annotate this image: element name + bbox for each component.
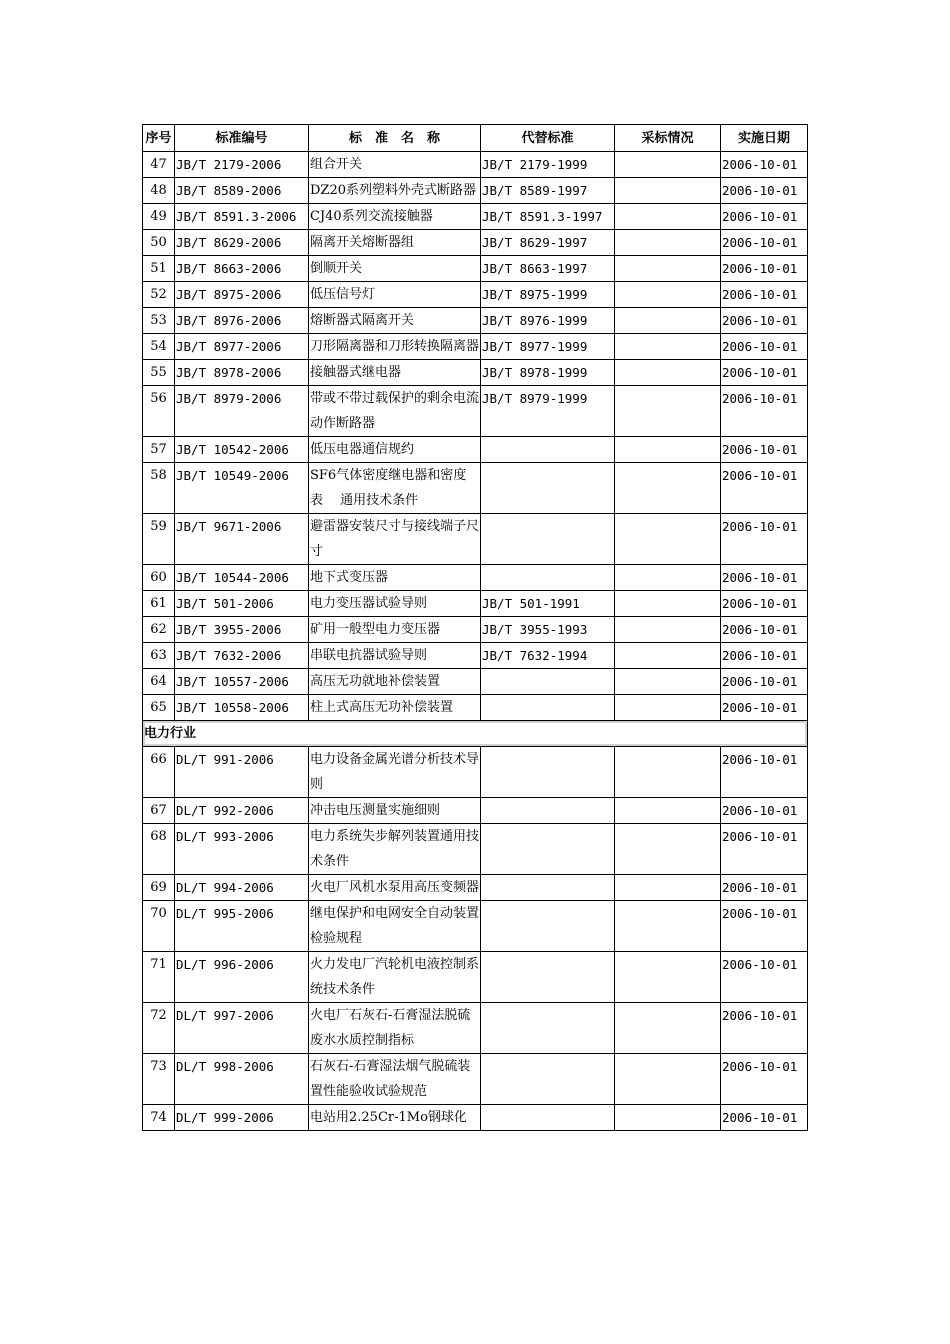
cell-seq: 57 [143,437,175,463]
cell-adoption [615,178,721,204]
cell-adoption [615,824,721,875]
cell-seq: 61 [143,591,175,617]
cell-name: 避雷器安装尺寸与接线端子尺寸 [309,514,481,565]
cell-code: DL/T 998-2006 [175,1054,309,1105]
cell-date: 2006-10-01 [721,437,808,463]
cell-code: DL/T 992-2006 [175,798,309,824]
cell-code: JB/T 10542-2006 [175,437,309,463]
table-row [143,591,808,617]
cell-date: 2006-10-01 [721,875,808,901]
cell-adoption [615,463,721,514]
cell-name: CJ40系列交流接触器 [309,204,481,230]
cell-seq: 50 [143,230,175,256]
cell-date: 2006-10-01 [721,204,808,230]
cell-name: 刀形隔离器和刀形转换隔离器 [309,334,481,360]
cell-date: 2006-10-01 [721,824,808,875]
cell-code: DL/T 994-2006 [175,875,309,901]
header-seq: 序号 [143,125,175,152]
cell-date: 2006-10-01 [721,952,808,1003]
cell-code: JB/T 9671-2006 [175,514,309,565]
cell-replaced [481,901,615,952]
header-adoption: 采标情况 [615,125,721,152]
cell-replaced: JB/T 8975-1999 [481,282,615,308]
cell-date: 2006-10-01 [721,308,808,334]
table-row [143,1054,808,1105]
table-row [143,669,808,695]
table-row [143,282,808,308]
cell-date: 2006-10-01 [721,669,808,695]
cell-date: 2006-10-01 [721,695,808,721]
header-date: 实施日期 [721,125,808,152]
standards-table [142,124,808,1131]
cell-replaced: JB/T 8979-1999 [481,386,615,437]
cell-date: 2006-10-01 [721,152,808,178]
cell-seq: 56 [143,386,175,437]
cell-date: 2006-10-01 [721,643,808,669]
header-code: 标准编号 [175,125,309,152]
cell-adoption [615,669,721,695]
cell-name: 电力设备金属光谱分析技术导则 [309,747,481,798]
section-row-group [143,721,808,747]
cell-code: JB/T 8976-2006 [175,308,309,334]
table-row [143,875,808,901]
cell-code: JB/T 8979-2006 [175,386,309,437]
section-label: 电力行业 [143,721,808,747]
cell-replaced [481,695,615,721]
cell-code: JB/T 10549-2006 [175,463,309,514]
cell-adoption [615,565,721,591]
cell-replaced: JB/T 8591.3-1997 [481,204,615,230]
cell-adoption [615,360,721,386]
cell-seq: 69 [143,875,175,901]
cell-adoption [615,747,721,798]
cell-replaced: JB/T 8589-1997 [481,178,615,204]
cell-adoption [615,617,721,643]
cell-code: JB/T 10558-2006 [175,695,309,721]
cell-name: 熔断器式隔离开关 [309,308,481,334]
cell-adoption [615,514,721,565]
table-body-power [143,747,808,1131]
cell-replaced [481,747,615,798]
cell-date: 2006-10-01 [721,798,808,824]
cell-date: 2006-10-01 [721,256,808,282]
cell-date: 2006-10-01 [721,334,808,360]
cell-date: 2006-10-01 [721,178,808,204]
table-row [143,437,808,463]
cell-seq: 74 [143,1105,175,1131]
header-name: 标 准 名 称 [309,125,481,152]
cell-adoption [615,334,721,360]
cell-replaced [481,463,615,514]
table-row [143,514,808,565]
cell-seq: 54 [143,334,175,360]
cell-date: 2006-10-01 [721,565,808,591]
cell-adoption [615,901,721,952]
cell-replaced: JB/T 7632-1994 [481,643,615,669]
cell-seq: 47 [143,152,175,178]
table-row [143,152,808,178]
cell-date: 2006-10-01 [721,901,808,952]
cell-adoption [615,591,721,617]
cell-code: JB/T 10544-2006 [175,565,309,591]
cell-code: DL/T 991-2006 [175,747,309,798]
cell-adoption [615,204,721,230]
cell-name: 高压无功就地补偿装置 [309,669,481,695]
cell-code: DL/T 996-2006 [175,952,309,1003]
cell-adoption [615,386,721,437]
cell-code: JB/T 2179-2006 [175,152,309,178]
cell-replaced [481,565,615,591]
cell-replaced [481,1003,615,1054]
cell-name: 低压电器通信规约 [309,437,481,463]
cell-replaced: JB/T 2179-1999 [481,152,615,178]
cell-name: 组合开关 [309,152,481,178]
table-body-machinery [143,152,808,721]
table-row [143,952,808,1003]
cell-name: 带或不带过载保护的剩余电流动作断路器 [309,386,481,437]
cell-replaced [481,952,615,1003]
cell-seq: 63 [143,643,175,669]
cell-name: 地下式变压器 [309,565,481,591]
cell-date: 2006-10-01 [721,282,808,308]
cell-adoption [615,1105,721,1131]
table-row [143,463,808,514]
table-row [143,360,808,386]
cell-date: 2006-10-01 [721,1003,808,1054]
cell-date: 2006-10-01 [721,617,808,643]
cell-code: JB/T 8629-2006 [175,230,309,256]
table-row [143,824,808,875]
cell-adoption [615,643,721,669]
cell-name: 电站用2.25Cr-1Mo钢球化 [309,1105,481,1131]
section-row [143,721,808,747]
cell-replaced: JB/T 501-1991 [481,591,615,617]
cell-seq: 51 [143,256,175,282]
cell-adoption [615,308,721,334]
cell-replaced: JB/T 8976-1999 [481,308,615,334]
cell-adoption [615,256,721,282]
table-row [143,204,808,230]
cell-adoption [615,1054,721,1105]
cell-seq: 67 [143,798,175,824]
cell-replaced [481,824,615,875]
cell-name: 矿用一般型电力变压器 [309,617,481,643]
cell-name: 继电保护和电网安全自动装置检验规程 [309,901,481,952]
cell-seq: 58 [143,463,175,514]
cell-seq: 70 [143,901,175,952]
table-row [143,178,808,204]
cell-seq: 71 [143,952,175,1003]
cell-seq: 52 [143,282,175,308]
cell-code: DL/T 999-2006 [175,1105,309,1131]
cell-replaced [481,1105,615,1131]
cell-replaced [481,875,615,901]
cell-adoption [615,1003,721,1054]
cell-code: JB/T 7632-2006 [175,643,309,669]
cell-adoption [615,952,721,1003]
table-row [143,230,808,256]
cell-seq: 73 [143,1054,175,1105]
table-row [143,1003,808,1054]
cell-adoption [615,437,721,463]
cell-replaced: JB/T 8977-1999 [481,334,615,360]
cell-date: 2006-10-01 [721,1105,808,1131]
cell-name: 接触器式继电器 [309,360,481,386]
cell-seq: 64 [143,669,175,695]
cell-name: 火力发电厂汽轮机电液控制系统技术条件 [309,952,481,1003]
table-row [143,565,808,591]
header-replaced: 代替标准 [481,125,615,152]
cell-code: JB/T 8591.3-2006 [175,204,309,230]
table-row [143,256,808,282]
cell-code: JB/T 8977-2006 [175,334,309,360]
cell-code: JB/T 10557-2006 [175,669,309,695]
cell-code: JB/T 8589-2006 [175,178,309,204]
cell-name: 火电厂风机水泵用高压变频器 [309,875,481,901]
cell-name: 隔离开关熔断器组 [309,230,481,256]
table-row [143,1105,808,1131]
cell-date: 2006-10-01 [721,1054,808,1105]
table-header [143,125,808,152]
cell-seq: 53 [143,308,175,334]
cell-seq: 68 [143,824,175,875]
cell-replaced [481,669,615,695]
cell-code: JB/T 8978-2006 [175,360,309,386]
cell-seq: 65 [143,695,175,721]
table-row [143,643,808,669]
cell-name: 串联电抗器试验导则 [309,643,481,669]
cell-replaced: JB/T 8978-1999 [481,360,615,386]
cell-adoption [615,798,721,824]
table-row [143,798,808,824]
cell-code: JB/T 501-2006 [175,591,309,617]
cell-name: 石灰石-石膏湿法烟气脱硫装置性能验收试验规范 [309,1054,481,1105]
cell-seq: 60 [143,565,175,591]
cell-name: 冲击电压测量实施细则 [309,798,481,824]
cell-name: SF6气体密度继电器和密度表 通用技术条件 [309,463,481,514]
cell-date: 2006-10-01 [721,591,808,617]
cell-seq: 55 [143,360,175,386]
cell-replaced [481,798,615,824]
cell-replaced: JB/T 8629-1997 [481,230,615,256]
cell-date: 2006-10-01 [721,463,808,514]
cell-code: JB/T 3955-2006 [175,617,309,643]
cell-name: 倒顺开关 [309,256,481,282]
cell-date: 2006-10-01 [721,230,808,256]
cell-code: JB/T 8975-2006 [175,282,309,308]
cell-date: 2006-10-01 [721,514,808,565]
cell-adoption [615,282,721,308]
cell-seq: 62 [143,617,175,643]
cell-date: 2006-10-01 [721,386,808,437]
table-row [143,334,808,360]
cell-name: 电力系统失步解列装置通用技术条件 [309,824,481,875]
cell-replaced: JB/T 3955-1993 [481,617,615,643]
cell-code: DL/T 995-2006 [175,901,309,952]
table-row [143,386,808,437]
cell-name: DZ20系列塑料外壳式断路器 [309,178,481,204]
cell-name: 低压信号灯 [309,282,481,308]
cell-code: DL/T 993-2006 [175,824,309,875]
table-row [143,308,808,334]
cell-date: 2006-10-01 [721,747,808,798]
cell-seq: 66 [143,747,175,798]
cell-code: JB/T 8663-2006 [175,256,309,282]
cell-seq: 49 [143,204,175,230]
cell-seq: 59 [143,514,175,565]
cell-name: 火电厂石灰石-石膏湿法脱硫废水水质控制指标 [309,1003,481,1054]
cell-adoption [615,875,721,901]
cell-adoption [615,230,721,256]
cell-date: 2006-10-01 [721,360,808,386]
cell-seq: 72 [143,1003,175,1054]
table-row [143,747,808,798]
cell-replaced: JB/T 8663-1997 [481,256,615,282]
cell-name: 电力变压器试验导则 [309,591,481,617]
cell-code: DL/T 997-2006 [175,1003,309,1054]
cell-replaced [481,437,615,463]
cell-adoption [615,695,721,721]
table-row [143,901,808,952]
table-row [143,695,808,721]
cell-seq: 48 [143,178,175,204]
cell-name: 柱上式高压无功补偿装置 [309,695,481,721]
cell-adoption [615,152,721,178]
table-row [143,617,808,643]
cell-replaced [481,514,615,565]
cell-replaced [481,1054,615,1105]
